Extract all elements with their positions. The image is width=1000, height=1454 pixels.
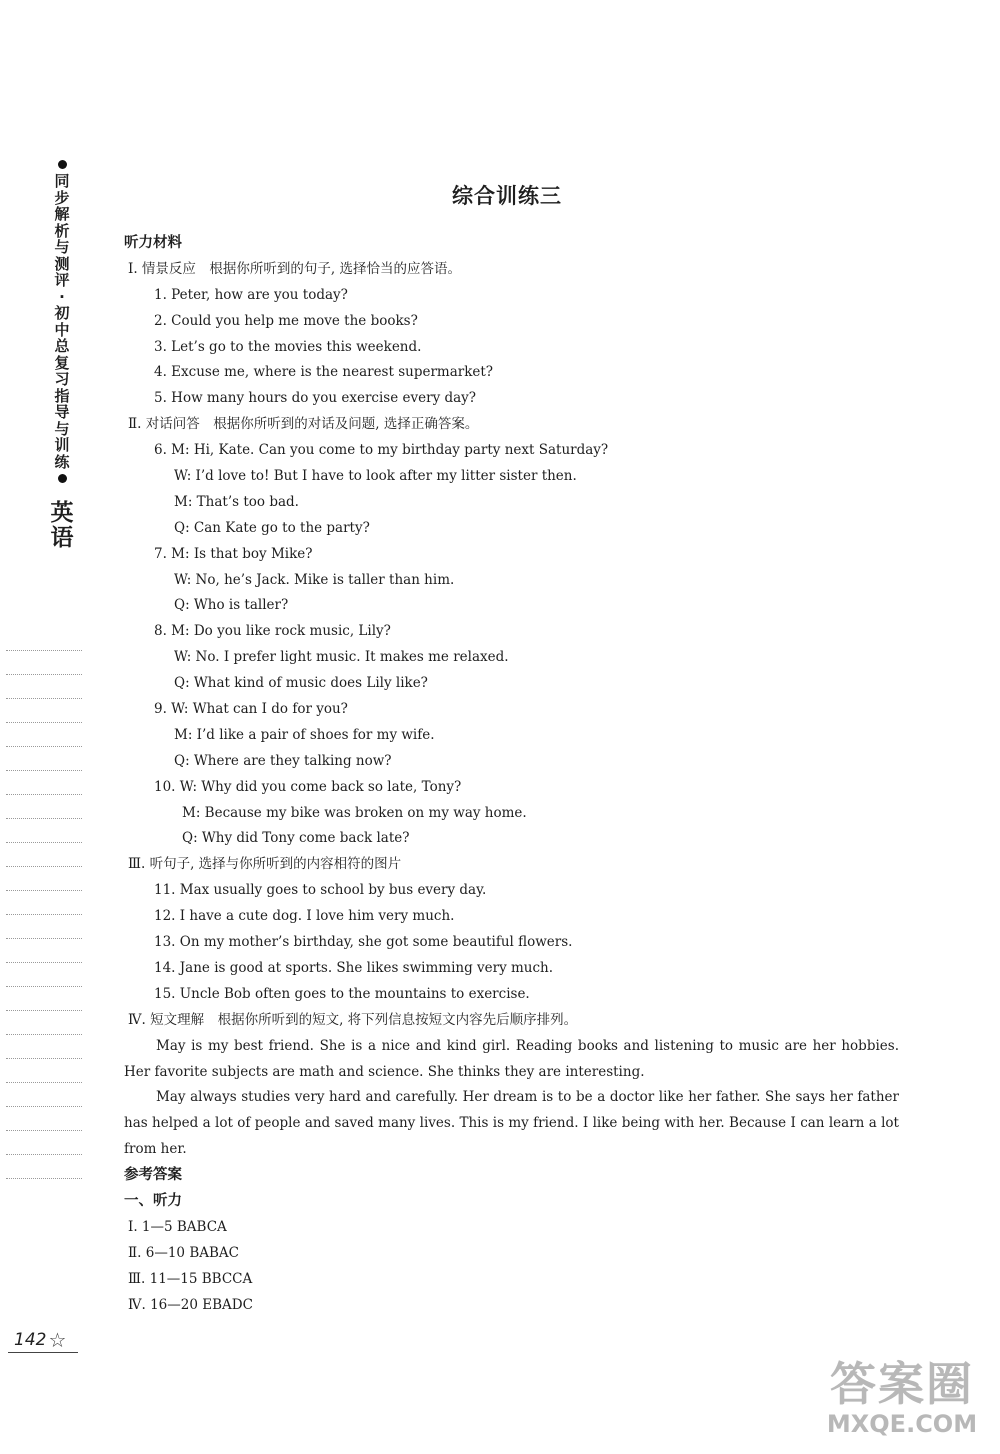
series-title-char: 复 <box>54 353 70 372</box>
list-item: 12. I have a cute dog. I love him very much. <box>154 908 455 925</box>
subject-label <box>49 501 75 551</box>
series-title-char: 评 <box>54 271 70 289</box>
page-title: 综合训练三 <box>452 184 562 208</box>
series-title-char: 与 <box>54 238 70 256</box>
list-item: 5. How many hours do you exercise every day? <box>154 390 477 407</box>
subject-char: 英 <box>50 500 74 526</box>
answer-line: Ⅲ. 11—15 BBCCA <box>128 1270 253 1287</box>
list-item: 4. Excuse me, where is the nearest supermarket? <box>154 364 494 381</box>
answer-line: Ⅱ. 6—10 BABAC <box>128 1244 239 1261</box>
dialogue-line: M: I’d like a pair of shoes for my wife. <box>174 726 435 743</box>
series-title-char: 测 <box>54 254 70 273</box>
dialogue-line: 6. M: Hi, Kate. Can you come to my birthday party next Saturday? <box>154 442 609 459</box>
bullet-dot-icon <box>58 474 67 483</box>
listening-heading: 听力材料 <box>124 235 182 251</box>
series-title-char: 中 <box>54 320 70 339</box>
page-number-text: 142 <box>14 1330 47 1350</box>
section-1-title: Ⅰ. 情景反应 根据你所听到的句子, 选择恰当的应答语。 <box>128 260 461 277</box>
section-2-title: Ⅱ. 对话问答 根据你所听到的对话及问题, 选择正确答案。 <box>128 416 479 433</box>
answers-subheading: 一、听力 <box>124 1193 182 1210</box>
watermark-text: 答案圈 <box>830 1357 974 1411</box>
watermark-url: MXQE.COM <box>826 1410 978 1438</box>
dialogue-line: W: No. I prefer light music. It makes me relaxed. <box>174 649 509 666</box>
list-item: 1. Peter, how are you today? <box>154 286 348 303</box>
series-title-char: 解 <box>54 205 70 223</box>
bullet-dot-icon <box>58 160 67 169</box>
dialogue-line: Q: Who is taller? <box>174 597 289 614</box>
section-3-title: Ⅲ. 听句子, 选择与你所听到的内容相符的图片 <box>128 856 402 873</box>
series-title-char: 析 <box>54 221 70 240</box>
page-number <box>14 1328 66 1352</box>
list-item: 15. Uncle Bob often goes to the mountains to exercise. <box>154 985 530 1002</box>
series-title-char: 训 <box>54 436 70 454</box>
series-title-char: 习 <box>54 370 70 388</box>
dialogue-line: Q: Can Kate go to the party? <box>174 519 370 536</box>
answer-line: Ⅰ. 1—5 BABCA <box>128 1218 227 1235</box>
series-title-char: 步 <box>54 188 70 207</box>
subject-char: 语 <box>50 525 74 551</box>
dialogue-line: W: I’d love to! But I have to look after my litter sister then. <box>174 468 577 485</box>
dialogue-line: Q: Where are they talking now? <box>174 752 392 769</box>
dialogue-line: 8. M: Do you like rock music, Lily? <box>154 623 391 640</box>
page-number-rule <box>8 1352 78 1353</box>
answer-line: Ⅳ. 16—20 EBADC <box>128 1296 253 1313</box>
dialogue-line: Q: What kind of music does Lily like? <box>174 675 428 692</box>
list-item: 3. Let’s go to the movies this weekend. <box>154 338 422 355</box>
series-title-char: 初 <box>54 304 70 322</box>
series-title-char: · <box>59 287 65 306</box>
dialogue-line: M: Because my bike was broken on my way home. <box>182 804 527 821</box>
series-title-char: 同 <box>54 172 70 190</box>
series-title-char: 导 <box>54 403 70 421</box>
answers-heading: 参考答案 <box>124 1167 182 1184</box>
passage-paragraph: May always studies very hard and carefully. Her dream is to be a doctor like her father. She says her father has helped a lot of people and saved many lives. This is my friend. I like being with her. Because I can learn a lot from her. <box>124 1089 899 1158</box>
dialogue-line: 7. M: Is that boy Mike? <box>154 545 313 562</box>
series-title-char: 与 <box>54 419 70 438</box>
series-title-vertical <box>52 173 72 470</box>
watermark-logo <box>812 1358 992 1448</box>
list-item: 13. On my mother’s birthday, she got some beautiful flowers. <box>154 934 573 951</box>
section-4-title: Ⅳ. 短文理解 根据你所听到的短文, 将下列信息按短文内容先后顺序排列。 <box>128 1011 578 1028</box>
list-item: 14. Jane is good at sports. She likes swimming very much. <box>154 959 554 976</box>
dialogue-line: Q: Why did Tony come back late? <box>182 830 410 847</box>
dialogue-line: 10. W: Why did you come back so late, Tony? <box>154 778 462 795</box>
dialogue-line: W: No, he’s Jack. Mike is taller than him. <box>174 571 455 588</box>
dialogue-line: 9. W: What can I do for you? <box>154 701 348 718</box>
dialogue-line: M: That’s too bad. <box>174 493 299 510</box>
series-title-char: 指 <box>54 386 70 405</box>
list-item: 11. Max usually goes to school by bus every day. <box>154 882 487 899</box>
series-title-char: 总 <box>54 337 70 355</box>
margin-note-lines <box>6 650 82 1202</box>
content-body <box>124 231 899 1318</box>
passage-paragraph: May is my best friend. She is a nice and kind girl. Reading books and listening to music are her hobbies. Her favorite subjects are math and science. She thinks they are interesting. <box>124 1037 899 1080</box>
star-icon: ☆ <box>48 1328 67 1352</box>
list-item: 2. Could you help me move the books? <box>154 312 418 329</box>
series-sidebar <box>48 158 76 551</box>
series-title-char: 练 <box>54 452 70 471</box>
